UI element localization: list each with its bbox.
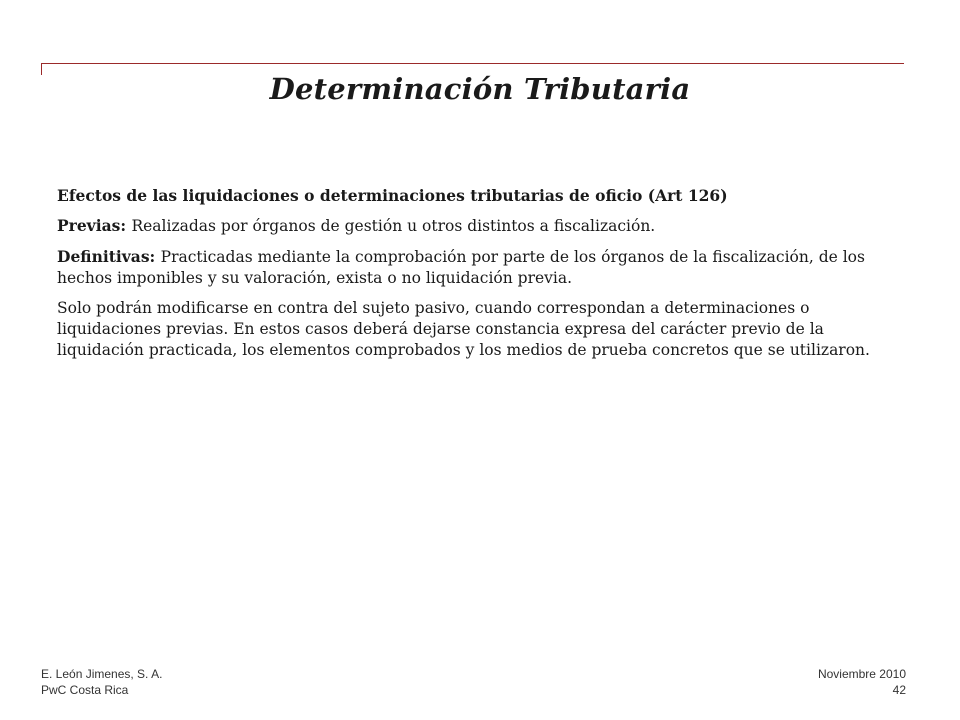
definitivas-text: Practicadas mediante la comprobación por parte de los órganos de la fiscalización, de los hechos imponibles y su valoración, exista o no liquidación previa. (57, 248, 865, 287)
footer-company: E. León Jimenes, S. A. (41, 667, 163, 681)
previas-label: Previas: (57, 216, 132, 235)
previas-paragraph (57, 215, 905, 237)
page-number: 42 (892, 683, 906, 697)
footer-left (41, 666, 162, 698)
section-heading: Efectos de las liquidaciones o determinaciones tributarias de oficio (Art 126) (57, 186, 728, 205)
footer-firm: PwC Costa Rica (41, 683, 129, 697)
footer-right (818, 666, 906, 698)
slide-title: Determinación Tributaria (269, 72, 691, 106)
slide-body (57, 185, 905, 370)
previas-text: Realizadas por órganos de gestión u otros distintos a fiscalización. (131, 217, 656, 235)
closing-paragraph: Solo podrán modificarse en contra del sujeto pasivo, cuando correspondan a determinaciones o liquidaciones previas. En estos casos deberá dejarse constancia expresa del carácter previo de la liquidación practicada, los elementos comprobados y los medios de prueba concretos que se utilizaron. (57, 299, 870, 359)
definitivas-label: Definitivas: (57, 247, 161, 266)
header-rule (41, 63, 904, 64)
footer-date: Noviembre 2010 (817, 667, 906, 681)
definitivas-paragraph (57, 246, 905, 289)
